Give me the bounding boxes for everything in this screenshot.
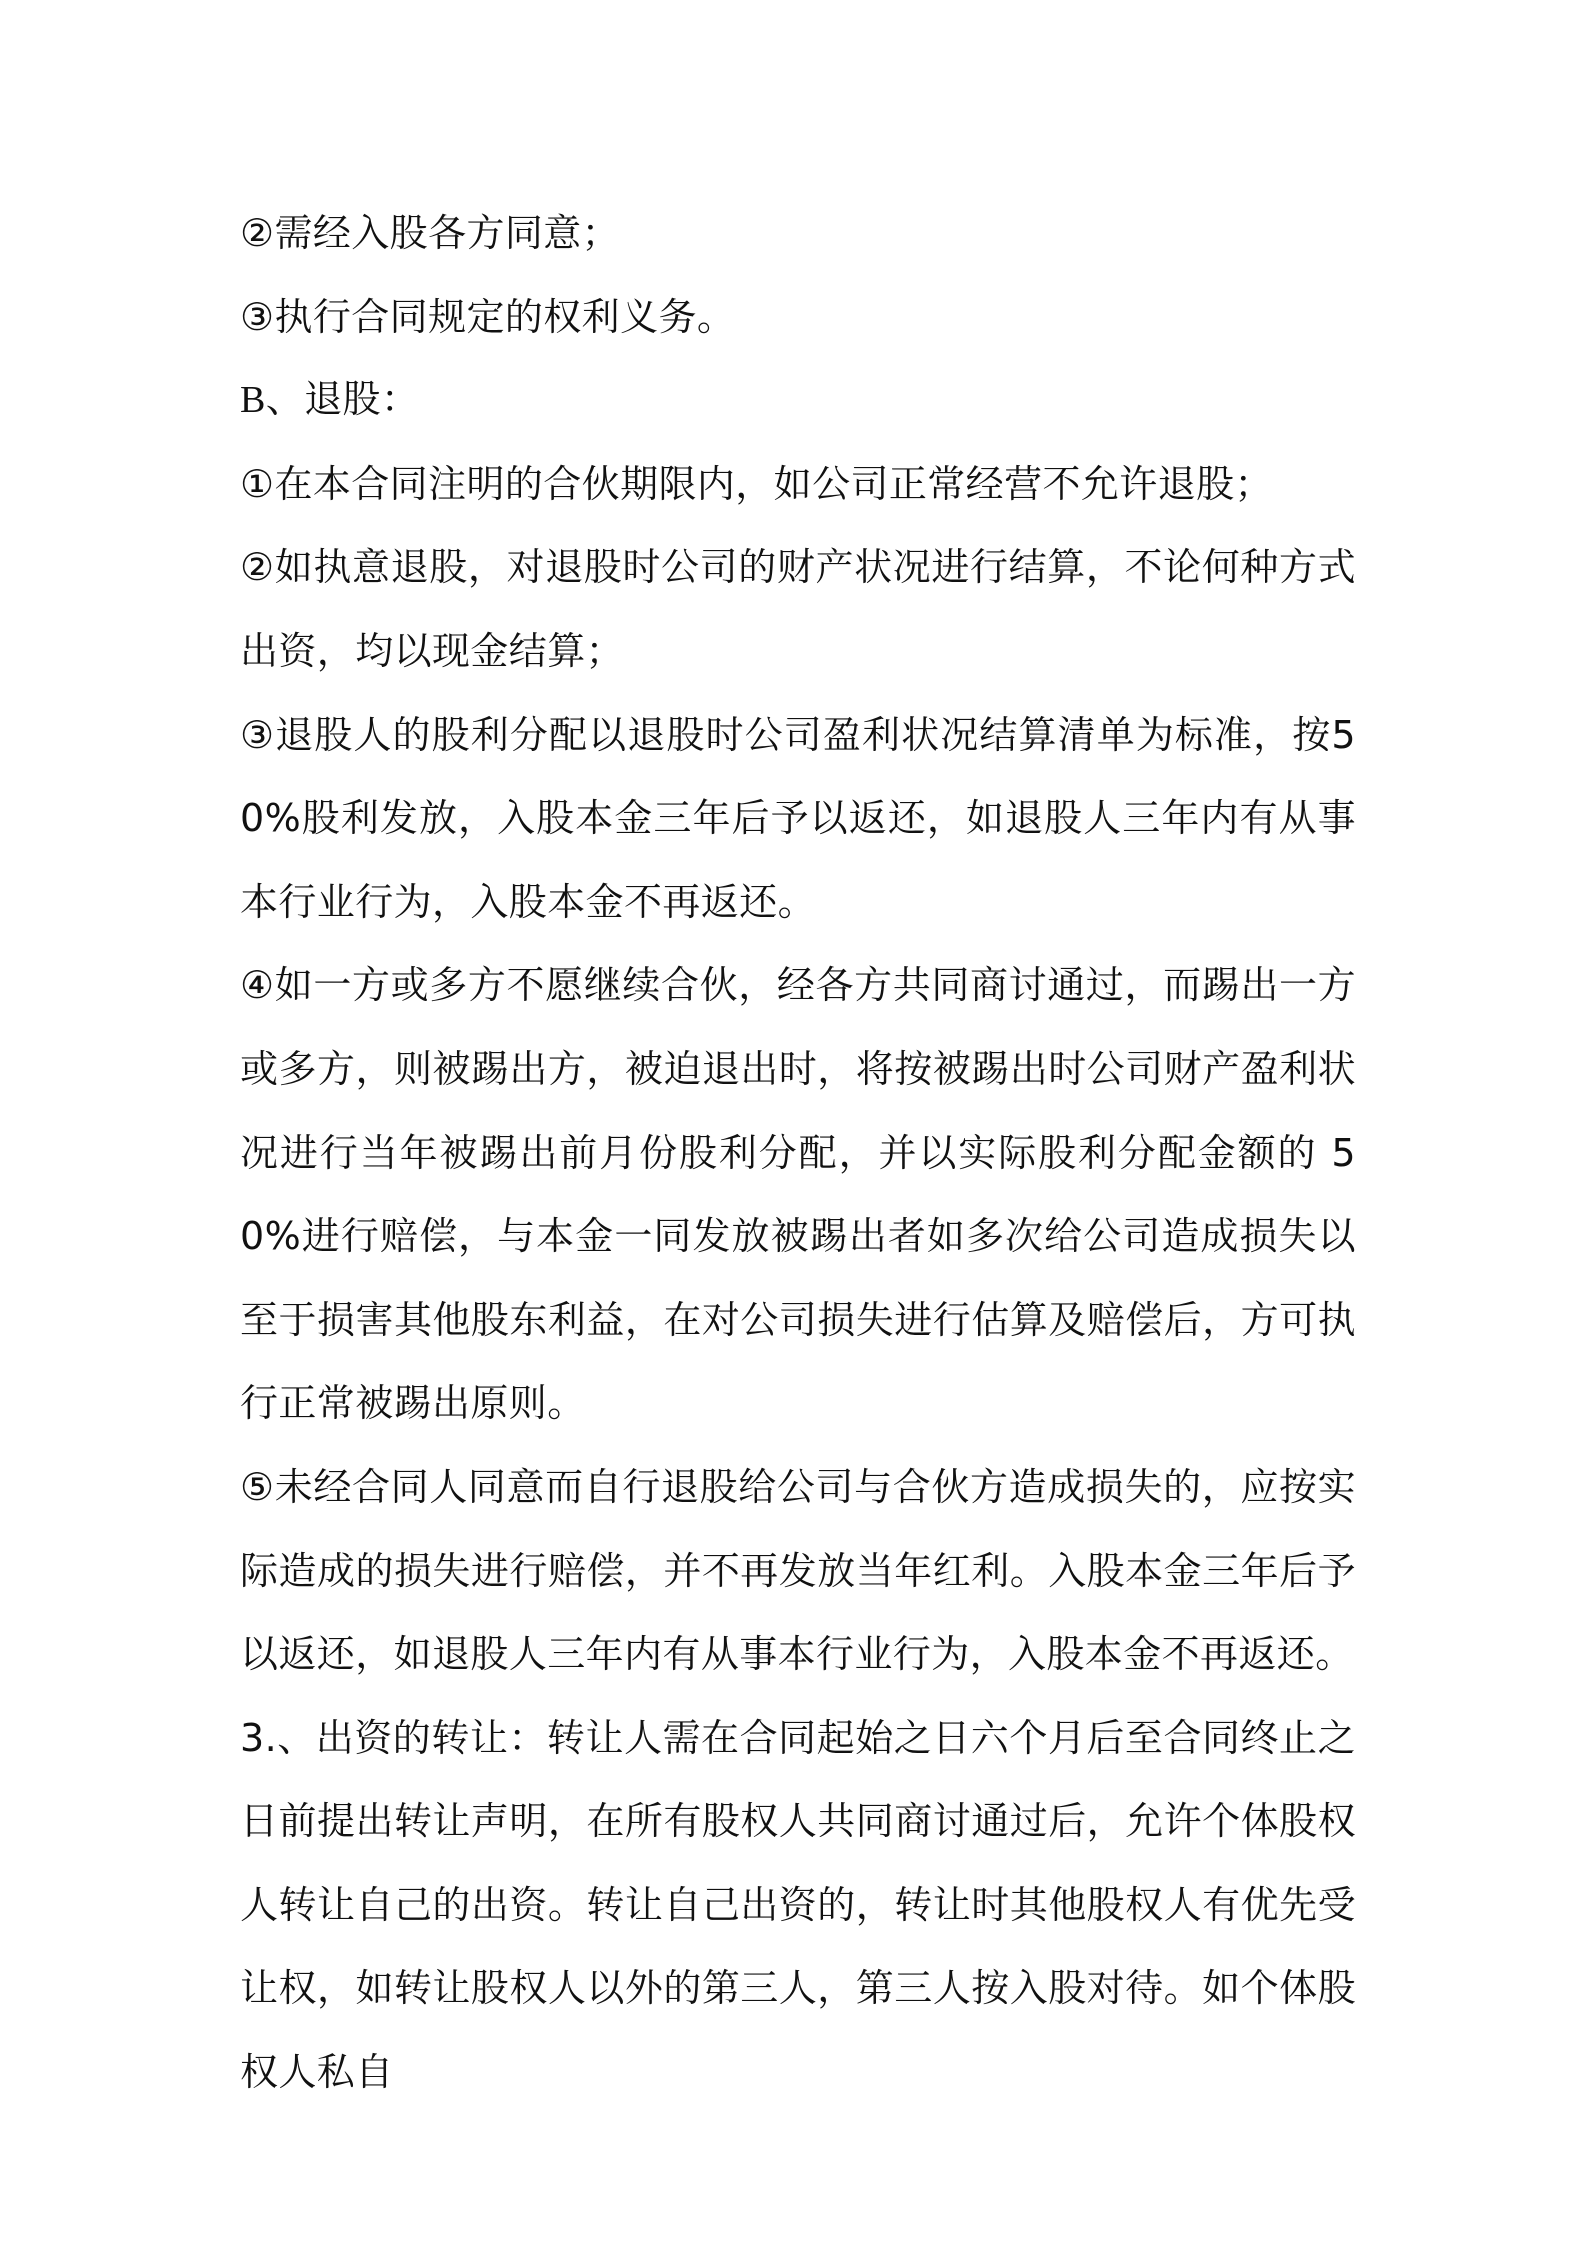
document-body	[240, 192, 1356, 2115]
paragraph-withdrawal-2: ②如执意退股，对退股时公司的财产状况进行结算，不论何种方式出资，均以现金结算；	[240, 545, 1356, 673]
paragraph-withdrawal-3: ③退股人的股利分配以退股时公司盈利状况结算清单为标准，按50%股利发放，入股本金三年后予以返还，如退股人三年内有从事本行业行为，入股本金不再返还。	[240, 712, 1356, 924]
paragraph-consent: ②需经入股各方同意；	[240, 211, 621, 255]
paragraph-withdrawal-1: ①在本合同注明的合伙期限内，如公司正常经营不允许退股；	[240, 461, 1273, 506]
paragraph-withdrawal-4: ④如一方或多方不愿继续合伙，经各方共同商讨通过，而踢出一方或多方，则被踢出方，被迫退出时，将按被踢出时公司财产盈利状况进行当年被踢出前月份股利分配，并以实际股利分配金额的 50%进行赔偿，与本金一同发放被踢出者如多次给公司造成损失以至于损害其他股东利益，在对公司损失进行估算及赔偿后，方可执行正常被踢出原则。	[240, 963, 1356, 1426]
section-heading-withdrawal: B、退股：	[240, 379, 420, 422]
paragraph-obligations: ③执行合同规定的权利义务。	[240, 294, 736, 339]
paragraph-capital-transfer: 3.、出资的转让：转让人需在合同起始之日六个月后至合同终止之日前提出转让声明，在所有股权人共同商讨通过后，允许个体股权人转让自己的出资。转让自己出资的，转让时其他股权人有优先受让权，如转让股权人以外的第三人，第三人按入股对待。如个体股权人私自	[240, 1715, 1356, 2095]
paragraph-withdrawal-5: ⑤未经合同人同意而自行退股给公司与合伙方造成损失的，应按实际造成的损失进行赔偿，并不再发放当年红利。入股本金三年后予以返还，如退股人三年内有从事本行业行为，入股本金不再返还。	[240, 1464, 1356, 1677]
